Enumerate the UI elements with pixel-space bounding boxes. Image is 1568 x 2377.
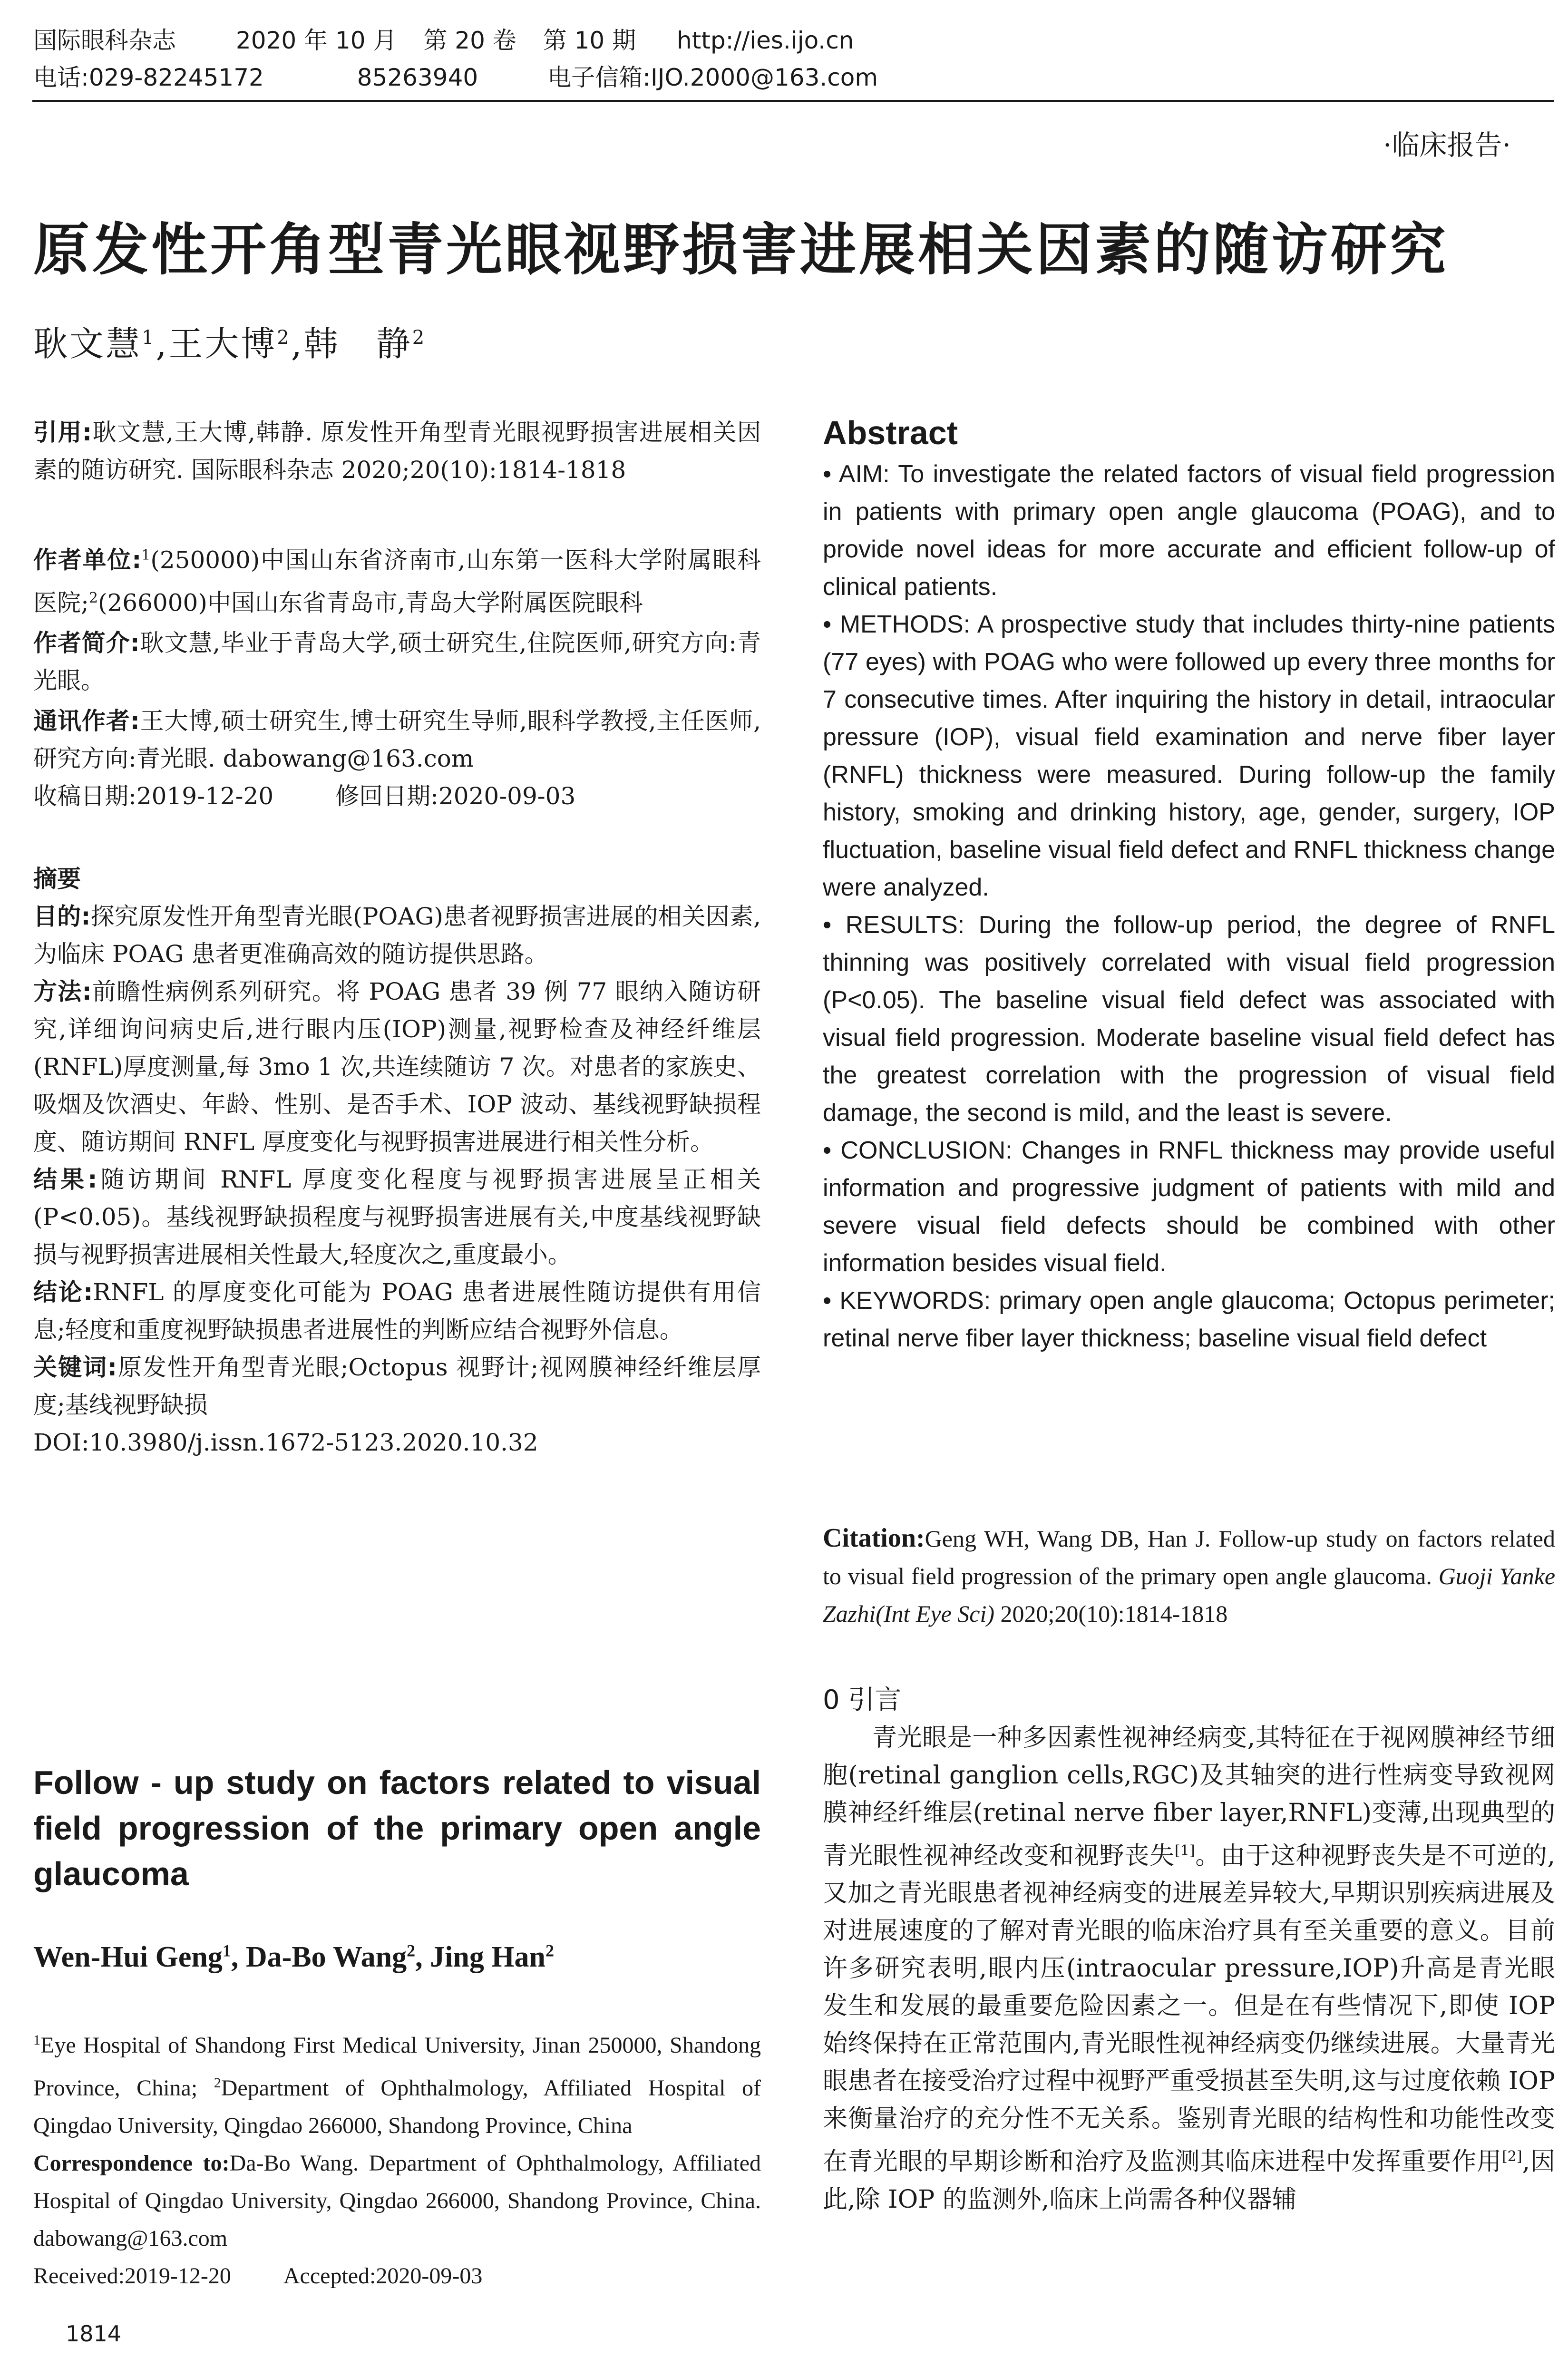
english-title: Follow - up study on factors related to visual field progression of the primary open angle glaucoma: [33, 1764, 761, 1892]
phone2: 85263940: [357, 64, 478, 91]
conclusion-en: • CONCLUSION: Changes in RNFL thickness may provide useful information and progressive judgment of patients with mild and severe visual field defects should be combined with other information besides visual field.: [823, 1137, 1555, 1277]
phone: 电话:029-82245172: [33, 64, 264, 91]
methods-en: • METHODS: A prospective study that includes thirty-nine patients (77 eyes) with POAG who were followed up every three months for 7 consecutive times. After inquiring the history in detail, intraocular pressure (IOP), visual field examination and nerve fiber layer (RNFL) thickness were measured. During follow-up the family history, smoking and drinking history, age, gender, surgery, IOP fluctuation, baseline visual field defect and RNFL thickness change were analyzed.: [823, 611, 1555, 901]
issue: 第 10 期: [543, 27, 636, 54]
keywords-cn: 关键词:原发性开角型青光眼;Octopus 视野计;视网膜神经纤维层厚度;基线视野缺损: [33, 1354, 761, 1419]
journal-header: [33, 24, 854, 57]
email: 电子信箱:IJO.2000@163.com: [547, 64, 878, 91]
affiliation-cn: 作者单位:$^1$(250000)中国山东省济南市,山东第一医科大学附属眼科医院;$^2$(266000)中国山东省青岛市,青岛大学附属医院眼科: [33, 546, 761, 617]
keywords-en: • KEYWORDS: primary open angle glaucoma; Octopus perimeter; retinal nerve fiber layer thickness; baseline visual field defect: [823, 1287, 1556, 1352]
author-list: [33, 316, 426, 366]
conclusion-cn: 结论:RNFL 的厚度变化可能为 POAG 患者进展性随访提供有用信息;轻度和重度视野缺损患者进展性的判断应结合视野外信息。: [33, 1278, 761, 1344]
intro-paragraph: 青光眼是一种多因素性视神经病变,其特征在于视网膜神经节细胞(retinal ganglion cells,RGC)及其轴突的进行性病变导致视网膜神经纤维层(retinal nerve fiber layer,RNFL)变薄,出现典型的青光眼性视神经改变和视野丧失[1]。由于这种视野丧失是不可逆的,又加之青光眼患者视神经病变的进展差异较大,早期识别疾病进展及对进展速度的了解对青光眼的临床治疗具有至关重要的意义。目前许多研究表明,眼内压(intraocular pressure,IOP)升高是青光眼发生和发展的最重要危险因素之一。但是在有些情况下,即使 IOP 始终保持在正常范围内,青光眼性视神经病变仍继续进展。大量青光眼患者在接受治疗过程中视野严重受损甚至失明,这与过度依赖 IOP 来衡量治疗的充分性不无关系。鉴别青光眼的结构性和功能性改变在青光眼的早期诊断和治疗及监测其临床进程中发挥重要作用[2],因此,除 IOP 的监测外,临床上尚需各种仪器辅: [823, 1724, 1555, 2214]
author: 耿文慧$^1$,: [33, 324, 169, 364]
accepted-cn: 修回日期:2020-09-03: [335, 782, 576, 810]
english-author: Jing Han$^2$: [430, 1941, 555, 1973]
bio-cn: 作者简介:耿文慧,毕业于青岛大学,硕士研究生,住院医师,研究方向:青光眼。: [33, 629, 761, 695]
received-cn: 收稿日期:2019-12-20: [33, 782, 274, 810]
english-author: Da-Bo Wang$^2$,: [245, 1941, 430, 1973]
english-citation: Citation:Geng WH, Wang DB, Han J. Follow-up study on factors related to visual field progression of the primary open angle glaucoma. Guoji Yanke Zazhi(Int Eye Sci) 2020;20(10):1814-1818: [823, 1523, 1556, 1627]
author: 韩 静$^2$: [303, 324, 427, 364]
english-abstract: [823, 456, 1555, 1357]
dates-cn: [33, 778, 761, 815]
contact-header: [33, 61, 878, 94]
section-tag: ·临床报告·: [1383, 129, 1511, 161]
abstract-heading-en: Abstract: [823, 414, 958, 451]
intro-heading: 0 引言: [823, 1685, 902, 1715]
aim-en: • AIM: To investigate the related factors of visual field progression in patients with primary open angle glaucoma (POAG), and to provide novel ideas for more accurate and efficient follow-up of clinical patients.: [823, 460, 1556, 601]
english-dates: [33, 2257, 761, 2295]
issue-date: 2020 年 10 月: [235, 27, 397, 54]
english-affiliations: [33, 2021, 761, 2295]
volume: 第 20 卷: [423, 27, 516, 54]
intro-body: [823, 1719, 1555, 2219]
english-author: Wen-Hui Geng$^1$,: [33, 1941, 246, 1973]
results-cn: 结果:随访期间 RNFL 厚度变化程度与视野损害进展呈正相关(P<0.05)。基线视野缺损程度与视野损害进展有关,中度基线视野缺损与视野损害进展相关性最大,轻度次之,重度最小。: [33, 1166, 761, 1269]
journal-name: 国际眼科杂志: [33, 27, 176, 54]
author: 王大博$^2$,: [168, 324, 304, 364]
english-author-list: [33, 1940, 554, 1974]
citation-cn: 引用:耿文慧,王大博,韩静. 原发性开角型青光眼视野损害进展相关因素的随访研究. 国际眼科杂志 2020;20(10):1814-1818: [33, 419, 761, 484]
page-number: 1814: [66, 2321, 122, 2347]
article-title: 原发性开角型青光眼视野损害进展相关因素的随访研究: [33, 217, 1449, 283]
ref-1[interactable]: [1]: [1175, 1842, 1195, 1859]
english-accepted: Accepted:2020-09-03: [283, 2263, 483, 2289]
journal-url[interactable]: http://ies.ijo.cn: [677, 27, 854, 54]
doi[interactable]: DOI:10.3980/j.issn.1672-5123.2020.10.32: [33, 1429, 538, 1457]
results-en: • RESULTS: During the follow-up period, the degree of RNFL thinning was positively correlated with visual field progression (P<0.05). The baseline visual field defect was associated with visual field progression. Moderate baseline visual field defect has the greatest correlation with the progression of visual field damage, the second is mild, and the least is severe.: [823, 911, 1555, 1127]
english-correspondence: Correspondence to:Da-Bo Wang. Department of Ophthalmology, Affiliated Hospital of Qingdao University, Qingdao 266000, Shandong Province, China. dabowang@163.com: [33, 2151, 761, 2251]
correspondence-cn: 通讯作者:王大博,硕士研究生,博士研究生导师,眼科学教授,主任医师,研究方向:青光眼. dabowang@163.com: [33, 707, 761, 773]
methods-cn: 方法:前瞻性病例系列研究。将 POAG 患者 39 例 77 眼纳入随访研究,详细询问病史后,进行眼内压(IOP)测量,视野检查及神经纤维层(RNFL)厚度测量,每 3mo 1 次,共连续随访 7 次。对患者的家族史、吸烟及饮酒史、年龄、性别、是否手术、IOP 波动、基线视野缺损程度、随访期间 RNFL 厚度变化与视野损害进展进行相关性分析。: [33, 978, 761, 1156]
left-column: [33, 414, 761, 1461]
header-rule: [32, 100, 1554, 102]
abstract-heading-cn: 摘要: [33, 865, 81, 893]
english-affiliation: $^1$Eye Hospital of Shandong First Medical University, Jinan 250000, Shandong Province, China; $^2$Department of Ophthalmology, Affiliated Hospital of Qingdao University, Qingdao 266000, Shandong Province, China: [33, 2032, 761, 2138]
english-received: Received:2019-12-20: [33, 2263, 231, 2289]
ref-2[interactable]: [2]: [1502, 2148, 1522, 2165]
aim-cn: 目的:探究原发性开角型青光眼(POAG)患者视野损害进展的相关因素,为临床 POAG 患者更准确高效的随访提供思路。: [33, 903, 761, 968]
